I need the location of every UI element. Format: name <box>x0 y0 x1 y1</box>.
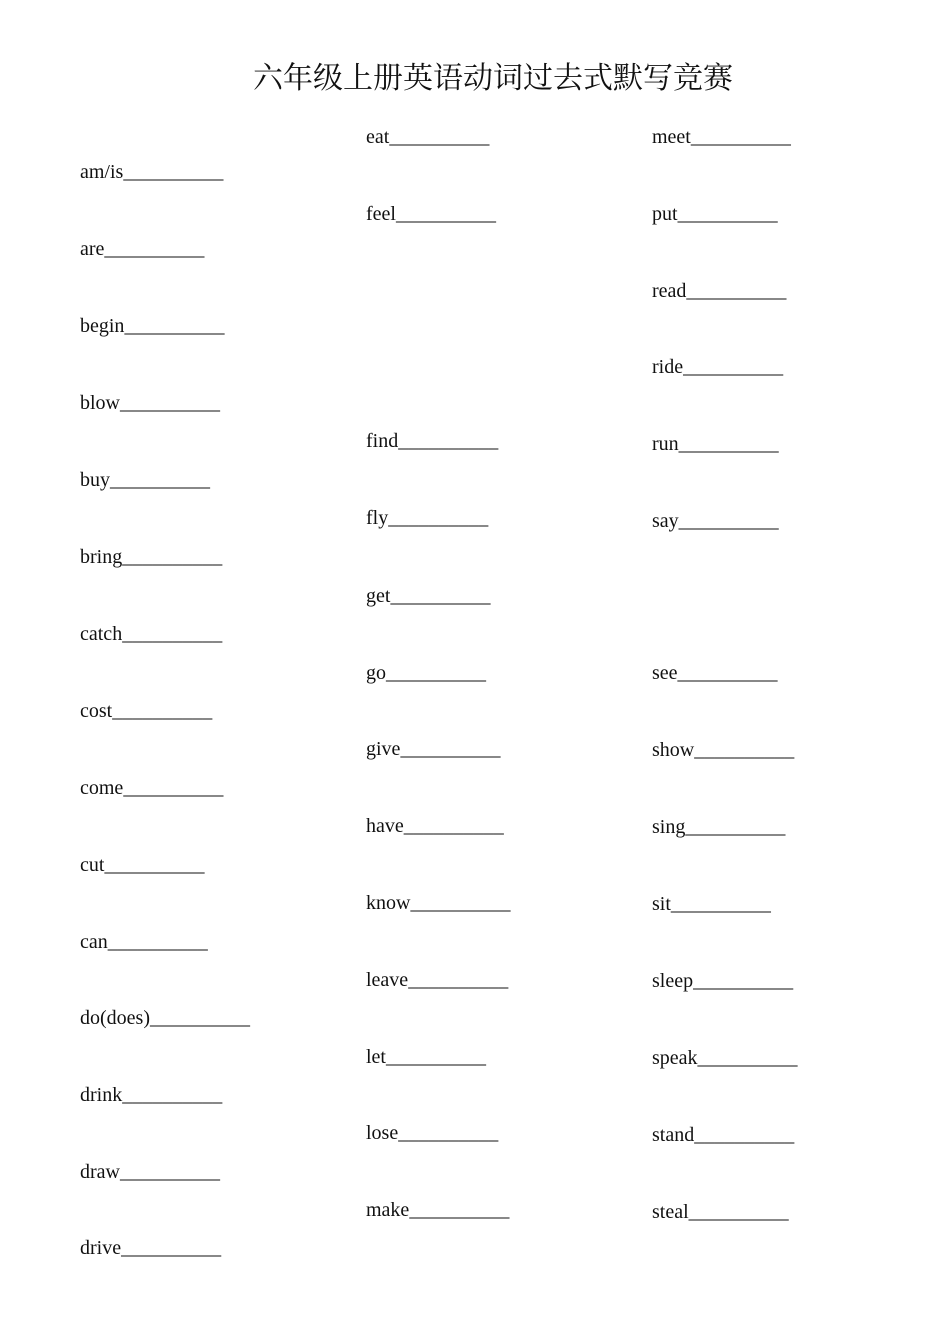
word-label: do(does) <box>80 1007 150 1029</box>
word-label: blow <box>80 392 120 414</box>
answer-blank[interactable]: __________ <box>386 1046 486 1068</box>
answer-blank[interactable]: __________ <box>400 738 501 760</box>
answer-blank[interactable]: __________ <box>694 739 795 761</box>
word-entry-put <box>652 202 778 226</box>
word-entry-feel <box>366 202 496 226</box>
page-title: 六年级上册英语动词过去式默写竞赛 <box>253 61 733 96</box>
answer-blank[interactable]: __________ <box>122 546 223 568</box>
word-entry-show <box>652 738 794 762</box>
word-entry-blow <box>80 391 220 415</box>
word-label: sit <box>652 893 671 915</box>
word-entry-cut <box>80 853 204 877</box>
word-entry-sit <box>652 892 771 916</box>
word-label: bring <box>80 546 123 568</box>
answer-blank[interactable]: __________ <box>683 356 784 378</box>
answer-blank[interactable]: __________ <box>107 931 208 953</box>
answer-blank[interactable]: __________ <box>678 433 779 455</box>
word-label: buy <box>80 469 110 491</box>
word-entry-fly <box>366 506 488 530</box>
word-entry-say <box>652 509 779 533</box>
answer-blank[interactable]: __________ <box>122 1084 223 1106</box>
word-entry-drive <box>80 1236 221 1260</box>
answer-blank[interactable]: __________ <box>123 777 224 799</box>
word-entry-buy <box>80 468 210 492</box>
word-label: catch <box>80 623 123 645</box>
answer-blank[interactable]: __________ <box>388 507 489 529</box>
word-label: make <box>366 1199 410 1221</box>
word-entry-eat <box>366 125 489 149</box>
answer-blank[interactable]: __________ <box>149 1007 250 1029</box>
word-entry-give <box>366 737 500 761</box>
word-entry-lose <box>366 1121 498 1145</box>
word-entry-am-is <box>80 160 223 184</box>
word-label: steal <box>652 1201 689 1223</box>
word-label: leave <box>366 969 409 991</box>
answer-blank[interactable]: __________ <box>408 969 509 991</box>
answer-blank[interactable]: __________ <box>104 854 205 876</box>
word-entry-bring <box>80 545 222 569</box>
answer-blank[interactable]: __________ <box>110 469 210 491</box>
answer-blank[interactable]: __________ <box>123 161 224 183</box>
word-label: are <box>80 238 105 260</box>
answer-blank[interactable]: __________ <box>403 815 504 837</box>
word-label: go <box>366 662 386 684</box>
word-label: sing <box>652 816 686 838</box>
word-label: put <box>652 203 678 225</box>
word-entry-go <box>366 661 486 685</box>
word-label: drink <box>80 1084 123 1106</box>
word-label: cost <box>80 700 113 722</box>
answer-blank[interactable]: __________ <box>693 970 794 992</box>
word-label: drive <box>80 1237 122 1259</box>
word-label: stand <box>652 1124 695 1146</box>
word-label: have <box>366 815 404 837</box>
word-entry-know <box>366 891 510 915</box>
word-entry-sing <box>652 815 785 839</box>
answer-blank[interactable]: __________ <box>694 1124 795 1146</box>
answer-blank[interactable]: __________ <box>389 126 490 148</box>
word-label: fly <box>366 507 389 529</box>
answer-blank[interactable]: __________ <box>677 662 778 684</box>
word-entry-leave <box>366 968 508 992</box>
word-label: eat <box>366 126 390 148</box>
word-label: feel <box>366 203 396 225</box>
word-entry-are <box>80 237 204 261</box>
answer-blank[interactable]: __________ <box>386 662 486 684</box>
answer-blank[interactable]: __________ <box>120 392 220 414</box>
answer-blank[interactable]: __________ <box>677 203 778 225</box>
word-label: speak <box>652 1047 698 1069</box>
word-entry-get <box>366 584 490 608</box>
word-label: draw <box>80 1161 120 1183</box>
answer-blank[interactable]: __________ <box>670 893 771 915</box>
word-entry-drink <box>80 1083 222 1107</box>
answer-blank[interactable]: __________ <box>410 892 511 914</box>
answer-blank[interactable]: __________ <box>119 1161 220 1183</box>
word-entry-begin <box>80 314 224 338</box>
answer-blank[interactable]: __________ <box>112 700 213 722</box>
answer-blank[interactable]: __________ <box>685 816 786 838</box>
answer-blank[interactable]: __________ <box>395 203 496 225</box>
word-label: see <box>652 662 678 684</box>
word-label: lose <box>366 1122 399 1144</box>
word-entry-can <box>80 930 208 954</box>
word-label: run <box>652 433 679 455</box>
answer-blank[interactable]: __________ <box>121 1237 222 1259</box>
word-label: give <box>366 738 401 760</box>
word-entry-have <box>366 814 504 838</box>
word-label: let <box>366 1046 386 1068</box>
answer-blank[interactable]: __________ <box>690 126 791 148</box>
word-label: can <box>80 931 108 953</box>
word-entry-draw <box>80 1160 220 1184</box>
word-entry-stand <box>652 1123 794 1147</box>
word-entry-cost <box>80 699 212 723</box>
answer-blank[interactable]: __________ <box>104 238 205 260</box>
word-label: come <box>80 777 124 799</box>
answer-blank[interactable]: __________ <box>398 430 499 452</box>
word-entry-ride <box>652 355 783 379</box>
answer-blank[interactable]: __________ <box>124 315 225 337</box>
word-entry-find <box>366 429 498 453</box>
word-label: show <box>652 739 695 761</box>
answer-blank[interactable]: __________ <box>409 1199 510 1221</box>
answer-blank[interactable]: __________ <box>122 623 223 645</box>
word-entry-come <box>80 776 223 800</box>
word-label: find <box>366 430 399 452</box>
answer-blank[interactable]: __________ <box>697 1047 798 1069</box>
answer-blank[interactable]: __________ <box>398 1122 499 1144</box>
word-entry-make <box>366 1198 509 1222</box>
word-entry-sleep <box>652 969 793 993</box>
word-label: am/is <box>80 161 124 183</box>
word-entry-catch <box>80 622 222 646</box>
word-entry-run <box>652 432 779 456</box>
answer-blank[interactable]: __________ <box>686 280 787 302</box>
answer-blank[interactable]: __________ <box>688 1201 789 1223</box>
word-entry-see <box>652 661 778 685</box>
word-entry-speak <box>652 1046 798 1070</box>
word-label: get <box>366 585 391 607</box>
answer-blank[interactable]: __________ <box>390 585 491 607</box>
word-entry-let <box>366 1045 486 1069</box>
word-label: ride <box>652 356 684 378</box>
word-label: read <box>652 280 687 302</box>
word-label: sleep <box>652 970 694 992</box>
word-label: cut <box>80 854 105 876</box>
word-entry-read <box>652 279 786 303</box>
word-entry-do <box>80 1006 250 1030</box>
word-label: say <box>652 510 679 532</box>
word-label: begin <box>80 315 125 337</box>
answer-blank[interactable]: __________ <box>678 510 779 532</box>
word-entry-meet <box>652 125 791 149</box>
word-entry-steal <box>652 1200 789 1224</box>
word-label: meet <box>652 126 691 148</box>
word-label: know <box>366 892 411 914</box>
